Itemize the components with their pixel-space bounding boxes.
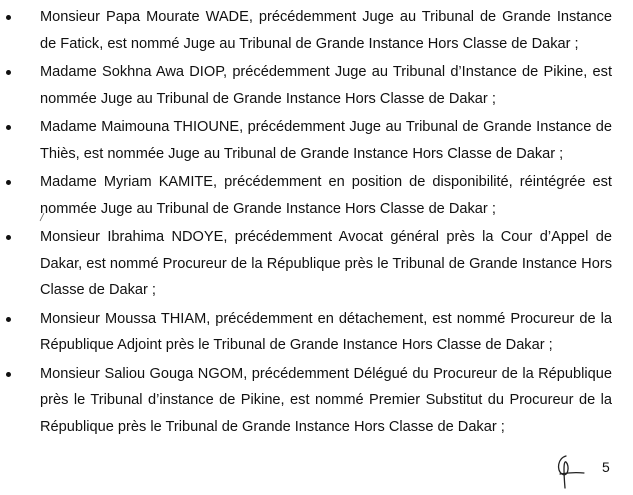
appointment-text: Madame Myriam KAMITE, précédemment en position de disponibilité, réintégrée est nommée Juge au Tribunal de Grande Instance Hors Classe de Dakar ; bbox=[40, 174, 612, 217]
list-item bbox=[22, 169, 612, 222]
list-item bbox=[22, 361, 612, 441]
appointment-text: Monsieur Papa Mourate WADE, précédemment Juge au Tribunal de Grande Instance de Fatick, est nommé Juge au Tribunal de Grande Instance Hors Classe de Dakar ; bbox=[40, 9, 612, 52]
appointment-text: Madame Maimouna THIOUNE, précédemment Juge au Tribunal de Grande Instance de Thiès, est nommée Juge au Tribunal de Grande Instance Hors Classe de Dakar ; bbox=[40, 119, 612, 162]
stray-pen-mark bbox=[38, 212, 46, 222]
appointment-text: Monsieur Saliou Gouga NGOM, précédemment Délégué du Procureur de la République près le Tribunal d’instance de Pikine, est nommé Premier Substitut du Procureur de la République près le Tribunal de Grande Instance Hors Classe de Dakar ; bbox=[40, 365, 612, 435]
appointment-text: Monsieur Ibrahima NDOYE, précédemment Avocat général près la Cour d’Appel de Dakar, est nommé Procureur de la République près le Tribunal de Grande Instance Hors Classe de Dakar ; bbox=[40, 229, 612, 298]
list-item bbox=[22, 114, 612, 167]
appointments-list bbox=[22, 4, 612, 440]
bullet-icon bbox=[6, 15, 11, 20]
list-item bbox=[22, 59, 612, 112]
signature-initials bbox=[548, 452, 588, 492]
bullet-icon bbox=[6, 235, 11, 240]
appointment-text: Monsieur Moussa THIAM, précédemment en détachement, est nommé Procureur de la République Adjoint près le Tribunal de Grande Instance Hors Classe de Dakar ; bbox=[40, 310, 612, 353]
bullet-icon bbox=[6, 180, 11, 185]
list-item bbox=[22, 224, 612, 304]
bullet-icon bbox=[6, 317, 11, 322]
appointment-text: Madame Sokhna Awa DIOP, précédemment Juge au Tribunal d’Instance de Pikine, est nommée Juge au Tribunal de Grande Instance Hors Classe de Dakar ; bbox=[40, 64, 612, 107]
page-number: 5 bbox=[602, 459, 610, 475]
bullet-icon bbox=[6, 70, 11, 75]
bullet-icon bbox=[6, 125, 11, 130]
list-item bbox=[22, 306, 612, 359]
bullet-icon bbox=[6, 372, 11, 377]
list-item bbox=[22, 4, 612, 57]
